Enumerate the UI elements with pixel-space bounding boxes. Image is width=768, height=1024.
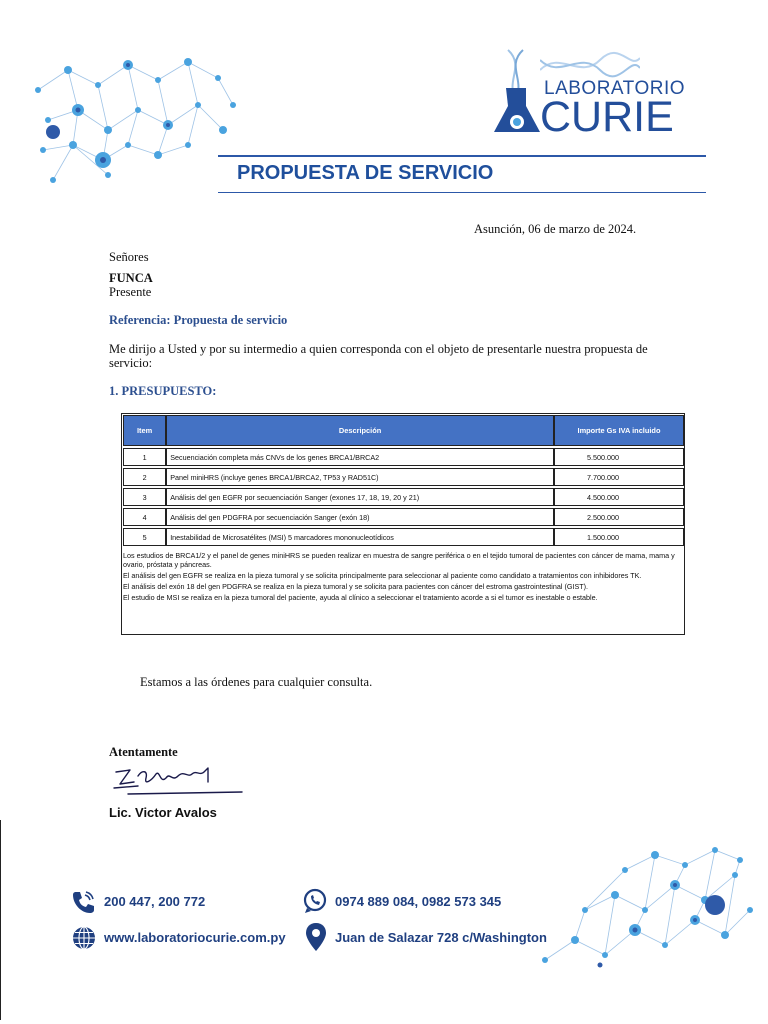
table-row xyxy=(123,468,684,486)
flask-logo-icon xyxy=(488,48,548,138)
row-item: 4 xyxy=(123,508,166,526)
footer-whatsapp: 0974 889 084, 0982 573 345 xyxy=(335,894,502,909)
row-item: 3 xyxy=(123,488,166,506)
handwritten-signature xyxy=(108,762,248,802)
note-paragraph: El análisis del exón 18 del gen PDGFRA se realiza en la pieza tumoral y se solicita para pacientes con cáncer del estroma gastrointestinal (GIST). xyxy=(123,581,589,591)
dna-strand-icon xyxy=(540,50,640,80)
row-description: Análisis del gen EGFR por secuenciación Sanger (exones 17, 18, 19, 20 y 21) xyxy=(166,488,554,506)
table-row xyxy=(123,508,684,526)
row-description: Panel miniHRS (incluye genes BRCA1/BRCA2, TP53 y RAD51C) xyxy=(166,468,554,486)
table-row xyxy=(123,528,684,546)
closing-line: Estamos a las órdenes para cualquier consulta. xyxy=(140,675,373,689)
regards: Atentamente xyxy=(109,745,178,759)
row-item: 5 xyxy=(123,528,166,546)
header-item: Item xyxy=(123,415,166,446)
header-rule-top xyxy=(218,155,706,157)
globe-icon xyxy=(71,925,97,951)
row-amount: 1.500.000 xyxy=(554,528,684,546)
footer-address: Juan de Salazar 728 c/Washington xyxy=(335,930,547,945)
header-rule-bottom xyxy=(218,192,706,193)
molecule-network-bottom-right xyxy=(525,840,760,980)
footer-website[interactable]: www.laboratoriocurie.com.py xyxy=(104,930,286,945)
note-paragraph: El estudio de MSI se realiza en la pieza tumoral del paciente, ayuda al clínico a seleccionar el tratamiento acorde a si el tumor es inestable o estable. xyxy=(123,592,598,602)
header-amount: Importe Gs IVA incluido xyxy=(554,415,684,446)
row-amount: 4.500.000 xyxy=(554,488,684,506)
logo-laboratorio-text: LABORATORIO xyxy=(544,78,685,99)
recipient-presente: Presente xyxy=(109,285,152,299)
page-title: PROPUESTA DE SERVICIO xyxy=(237,162,494,184)
reference-line: Referencia: Propuesta de servicio xyxy=(109,313,288,327)
row-item: 2 xyxy=(123,468,166,486)
molecule-network-top-left xyxy=(28,50,248,190)
budget-notes xyxy=(123,552,683,605)
row-description: Secuenciación completa más CNVs de los genes BRCA1/BRCA2 xyxy=(166,448,554,466)
row-amount: 5.500.000 xyxy=(554,448,684,466)
recipient-name: FUNCA xyxy=(109,271,153,285)
budget-header-row xyxy=(123,415,684,446)
whatsapp-icon xyxy=(302,888,328,914)
row-amount: 2.500.000 xyxy=(554,508,684,526)
intro-paragraph: Me dirijo a Usted y por su intermedio a quien corresponda con el objeto de presentarle nuestra propuesta de servicio: xyxy=(109,342,648,370)
header-description: Descripción xyxy=(166,415,554,446)
salutation: Señores xyxy=(109,250,149,264)
row-item: 1 xyxy=(123,448,166,466)
row-description: Análisis del gen PDGFRA por secuenciación Sanger (exón 18) xyxy=(166,508,554,526)
footer-phone: 200 447, 200 772 xyxy=(104,894,206,909)
section-heading-budget: 1. PRESUPUESTO: xyxy=(109,384,217,398)
signer-name: Lic. Victor Avalos xyxy=(109,805,217,820)
page-edge-rule xyxy=(0,820,1,1020)
letter-date: Asunción, 06 de marzo de 2024. xyxy=(474,222,637,236)
note-paragraph: El análisis del gen EGFR se realiza en la pieza tumoral y se solicita principalmente para seleccionar al paciente como candidato a tratamientos con inhibidores TK. xyxy=(123,570,642,580)
location-pin-icon xyxy=(305,922,327,952)
budget-table xyxy=(123,415,684,546)
table-row xyxy=(123,448,684,466)
table-row xyxy=(123,488,684,506)
phone-icon xyxy=(70,889,96,915)
logo-curie-text: CURIE xyxy=(540,93,674,141)
row-description: Inestabilidad de Microsatélites (MSI) 5 marcadores mononucleotídicos xyxy=(166,528,554,546)
note-paragraph: Los estudios de BRCA1/2 y el panel de genes miniHRS se pueden realizar en muestra de sangre periférica o en el tejido tumoral de pacientes con cáncer de mama, mama y ovario, próstata y páncreas. xyxy=(123,551,675,569)
row-amount: 7.700.000 xyxy=(554,468,684,486)
